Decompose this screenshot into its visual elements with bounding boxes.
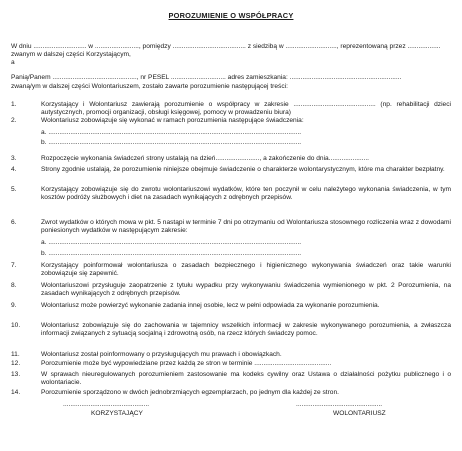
clause-6-subitem-a: a. .......................................................................................................................................... <box>41 239 302 246</box>
signature-label-wolontariusz: WOLONTARIUSZ <box>333 410 386 417</box>
clause-text: Wolontariuszowi przysługuje zaopatrzenie z tytułu wypadku przy wykonywaniu świadczenia wymienionego w pkt. 2 Porozumienia, na zasadach wynikających z odrębnych przepisów. <box>41 282 451 297</box>
clause-text: Rozpoczęcie wykonania świadczeń strony ustalają na dzień........................, a zakończenie do dnia...................... <box>41 155 370 162</box>
clause-number: 4. <box>11 166 17 173</box>
clause-number: 3. <box>11 155 17 162</box>
clause-number: 6. <box>11 219 17 226</box>
clause-text: Strony zgodnie ustalają, że porozumienie niniejsze obejmuje świadczenie o charakterze wolontarystycznym, które ma charakter bezpłatny. <box>41 166 445 173</box>
clause-text: Wolontariusz może powierzyć wykonanie zadania innej osobie, lecz w pełni odpowiada za wykonanie porozumienia. <box>41 302 380 309</box>
intro-line-korzystajacy: zwanym w dalszej części Korzystającym, <box>11 51 131 58</box>
clause-text: Korzystający poinformował wolontariusza o zasadach bezpiecznego i higienicznego wykonywania świadczeń oraz takie warunki zobowiązuje się zapewnić. <box>41 262 451 277</box>
clause-number: 12. <box>11 360 21 367</box>
clause-number: 5. <box>11 186 17 193</box>
signature-line-right: ............................................... <box>296 401 383 408</box>
signature-line-left: ............................................... <box>63 401 150 408</box>
clause-2-subitem-a: a. .......................................................................................................................................... <box>41 129 302 136</box>
clause-number: 11. <box>11 351 20 358</box>
clause-number: 13. <box>11 371 21 378</box>
clause-6-subitem-b: b. .......................................................................................................................................... <box>41 250 302 257</box>
clause-text: Wolontariusz zobowiązuje się do zachowania w tajemnicy wszelkich informacji w zakresie wykonywanego porozumienia, a zwłaszcza informacji związanych z sytuacją socjalną i zdrowotną osób, na rzecz których świadczy pomoc. <box>41 322 451 337</box>
signature-label-korzystajacy: KORZYSTAJĄCY <box>91 410 143 417</box>
clause-text: Korzystający i Wolontariusz zawierają porozumienie o współpracy w zakresie ............................................. (np. rehabilitacji dzieci autystycznych, promocji organizacji, obsługi księgowej, pomocy w prowadzeniu biura) <box>41 101 451 116</box>
intro-line-volunteer: Panią/Panem .............................................., nr PESEL .............................. adres zamieszkania: ............................................................. <box>11 74 402 81</box>
clause-text: Porozumienie sporządzono w dwóch jednobrzmiących egzemplarzach, po jednym dla każdej ze stron. <box>41 389 339 396</box>
clause-text: Wolontariusz został poinformowany o przysługujących mu prawach i obowiązkach. <box>41 351 282 358</box>
clause-number: 14. <box>11 389 21 396</box>
clause-text: Korzystający zobowiązuje się do zwrotu wolontariuszowi wydatków, które ten poczynił w celu należytego wykonania świadczenia, w tym kosztów podróży służbowych i diet na zasadach wynikających z odrębnych przepisów. <box>41 186 451 201</box>
clause-text: Porozumienie może być wypowiedziane przez każdą ze stron w terminie .......................................... <box>41 360 332 367</box>
intro-line-date: W dniu ............................. w ........................, pomiędzy ........................................ z siedzibą w ............................, reprezentowaną przez .................. <box>11 43 441 50</box>
clause-number: 9. <box>11 302 17 309</box>
clause-2-subitem-b: b. .......................................................................................................................................... <box>41 139 302 146</box>
intro-line-agreement: zwaną/ym w dalszej części Wolontariuszem, zostało zawarte porozumienie następującej treści: <box>11 83 288 90</box>
clause-number: 2. <box>11 117 17 124</box>
clause-number: 10. <box>11 322 21 329</box>
clause-number: 1. <box>11 101 17 108</box>
clause-number: 8. <box>11 282 17 289</box>
clause-text: Zwrot wydatków o których mowa w pkt. 5 nastąpi w terminie 7 dni po otrzymaniu od Wolontariusza stosownego rozliczenia wraz z dowodami poniesionych wydatków w następującym zakresie: <box>41 219 451 234</box>
document-title: POROZUMIENIE O WSPÓŁPRACY <box>168 11 294 20</box>
clause-number: 7. <box>11 262 17 269</box>
clause-text: W sprawach nieuregulowanych porozumieniem zastosowanie ma kodeks cywilny oraz Ustawa o działalności pożytku publicznego i o wolontariacie. <box>41 371 451 386</box>
clause-text: Wolontariusz zobowiązuje się wykonać w ramach porozumienia następujące świadczenia: <box>41 117 304 124</box>
intro-line-and: a <box>11 59 15 66</box>
